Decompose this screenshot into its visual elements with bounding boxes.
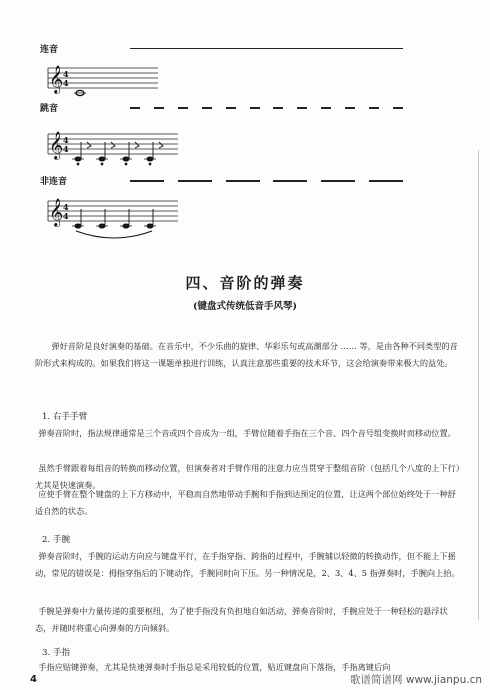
wrist-paragraph-2: 手腕是弹奏中力量传递的重要枢纽，为了使手指没有负担地自如活动，弹奏音阶时，手腕应处于一种轻松的悬浮状态，并随时将重心向弹奏的方向倾斜。	[35, 606, 448, 634]
page-number: 4	[30, 674, 37, 685]
topic-heading-arm: 1. 右手手臂	[42, 412, 88, 422]
staccato-label: 跳音	[40, 104, 59, 114]
topic-heading-fingers: 3. 手指	[42, 648, 71, 658]
section-subtitle: (键盘式传统低音手风琴)	[193, 301, 297, 312]
treble-clef-icon: 𝄞	[49, 131, 64, 159]
legato-staff	[40, 62, 160, 102]
svg-text:4: 4	[63, 211, 69, 221]
svg-text:4: 4	[63, 69, 69, 79]
treble-clef-icon: 𝄞	[49, 198, 64, 226]
scan-edge	[478, 150, 479, 620]
fingers-paragraph-1: 手指应贴键弹奏，尤其是快速弹奏时手指总是采用较低的位置，贴近键盘向下落指，手指离键后向	[38, 662, 391, 672]
watermark: 歌谱简谱网 www.jianpu.cn	[350, 674, 482, 686]
non-legato-label: 非连音	[40, 177, 68, 187]
section-title: 四、音阶的弹奏	[185, 274, 305, 292]
slur-arc	[76, 231, 152, 238]
wrist-paragraph-1: 弹奏音阶时，手腕的运动方向应与键盘平行，在手指穿指、跨指的过程中，手腕辅以轻微的转换动作，但不能上下摇动，常见的错误是：拇指穿指后的下键动作，手腕同时向下压。另一种情况是，2、3、4、5 指弹奏时，手腕向上抬。	[35, 551, 460, 579]
intro-paragraph: 弹好音阶是良好演奏的基础。在音乐中，不少乐曲的旋律、华彩乐句或高潮部分 …… 等，是由各种不同类型的音阶形式来构成的。如果我们将这一课题单独进行训练，认真注意那些重要的技术环节，这会给演奏带来极大的益处。	[35, 341, 458, 369]
non-legato-staff	[40, 195, 180, 240]
arm-paragraph-2: 虽然手臂跟着每组音的转换而移动位置，但演奏者对手臂作用的注意力应当贯穿于整组音阶（包括几个八度的上下行）尤其是快速演奏。	[35, 463, 460, 491]
legato-line	[130, 48, 403, 49]
non-legato-dashes	[130, 180, 403, 182]
staccato-staff	[40, 128, 180, 168]
topic-heading-wrist: 2. 手腕	[42, 535, 71, 545]
svg-text:4: 4	[63, 78, 69, 88]
staccato-notes	[75, 142, 163, 165]
svg-text:4: 4	[63, 144, 69, 154]
svg-text:4: 4	[63, 135, 69, 145]
treble-clef-icon: 𝄞	[49, 65, 64, 93]
legato-label: 连音	[40, 45, 59, 55]
arm-paragraph-3: 应使手臂在整个键盘的上下方移动中，平稳而自然地带动手腕和手指到达预定的位置，让这两个部位始终处于一种舒适自然的状态。	[35, 489, 456, 517]
svg-text:4: 4	[63, 202, 69, 212]
arm-paragraph-1: 弹奏音阶时，指法规律通常是三个音或四个音成为一组，手臂位随着手指在三个音、四个音号组变换时而移动位置。	[38, 428, 456, 438]
staccato-dashes	[130, 107, 403, 109]
non-legato-notes	[75, 209, 153, 228]
